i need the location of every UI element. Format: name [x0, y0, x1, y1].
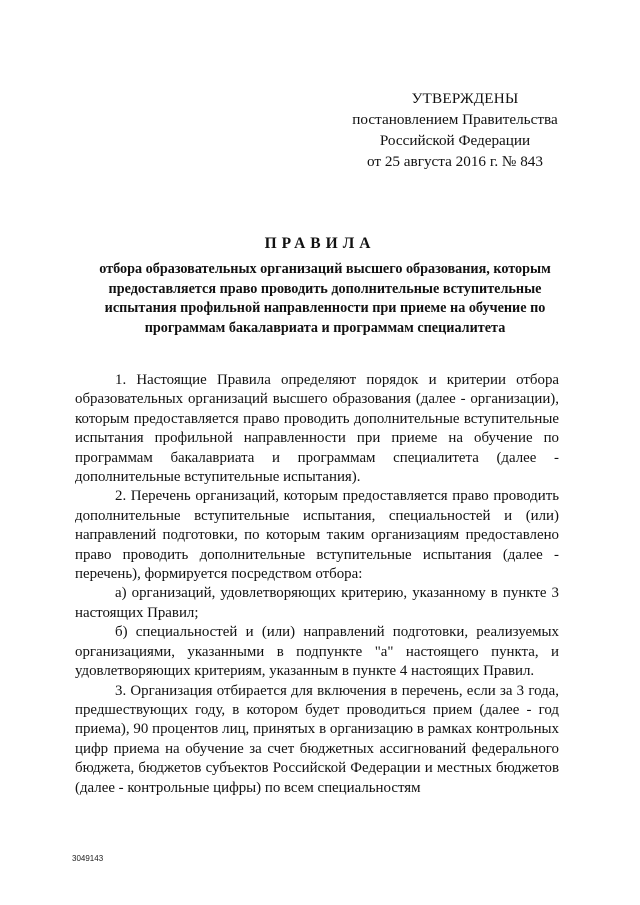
approval-stamp: [330, 88, 580, 172]
approval-title: УТВЕРЖДЕНЫ: [411, 90, 519, 107]
document-code: 3049143: [72, 854, 104, 863]
subtitle-line: программам бакалавриата и программам специалитета: [144, 319, 506, 336]
subtitle-line: испытания профильной направленности при приеме на обучение по: [104, 300, 546, 316]
paragraph-3: 3. Организация отбирается для включения в перечень, если за 3 года, предшествующих году, в котором будет проводиться прием (далее - год приема), 90 процентов лиц, принятых в организацию в рамках контрольных цифр приема на обучение за счет бюджетных ассигнований федерального бюджета, бюджетов субъектов Российской Федерации и местных бюджетов (далее - контрольные цифры) по всем специальностям: [75, 682, 559, 796]
paragraph-2a: а) организаций, удовлетворяющих критерию, указанному в пункте 3 настоящих Правил;: [75, 585, 559, 621]
subtitle-line: предоставляется право проводить дополнительные вступительные: [108, 280, 542, 297]
approval-line-2: Российской Федерации: [379, 132, 531, 149]
paragraph-2b: б) специальностей и (или) направлений подготовки, реализуемых организациями, указанными в подпункте "а" настоящего пункта, и удовлетворяющих критериям, указанным в пункте 4 настоящих Правил.: [75, 624, 559, 680]
subtitle-line: отбора образовательных организаций высшего образования, которым: [99, 261, 551, 277]
paragraph-1: 1. Настоящие Правила определяют порядок и критерии отбора образовательных организаций высшего образования (далее - организации), которым предоставляется право проводить дополнительные вступительные испытания профильной направленности при приеме на обучение по программам бакалавриата и программам специалитета (далее - дополнительные вступительные испытания).: [75, 372, 559, 486]
document-body: [75, 371, 559, 798]
document-title: ПРАВИЛА: [264, 235, 376, 252]
paragraph-2: 2. Перечень организаций, которым предоставляется право проводить дополнительные вступительные испытания, специальностей и (или) направлений подготовки, по которым таким организациям предоставлено право проводить дополнительные вступительные испытания (далее - перечень), формируется посредством отбора:: [75, 488, 559, 583]
approval-line-3: от 25 августа 2016 г. № 843: [367, 153, 543, 170]
document-subtitle: [60, 260, 590, 338]
approval-line-1: постановлением Правительства: [352, 111, 558, 128]
